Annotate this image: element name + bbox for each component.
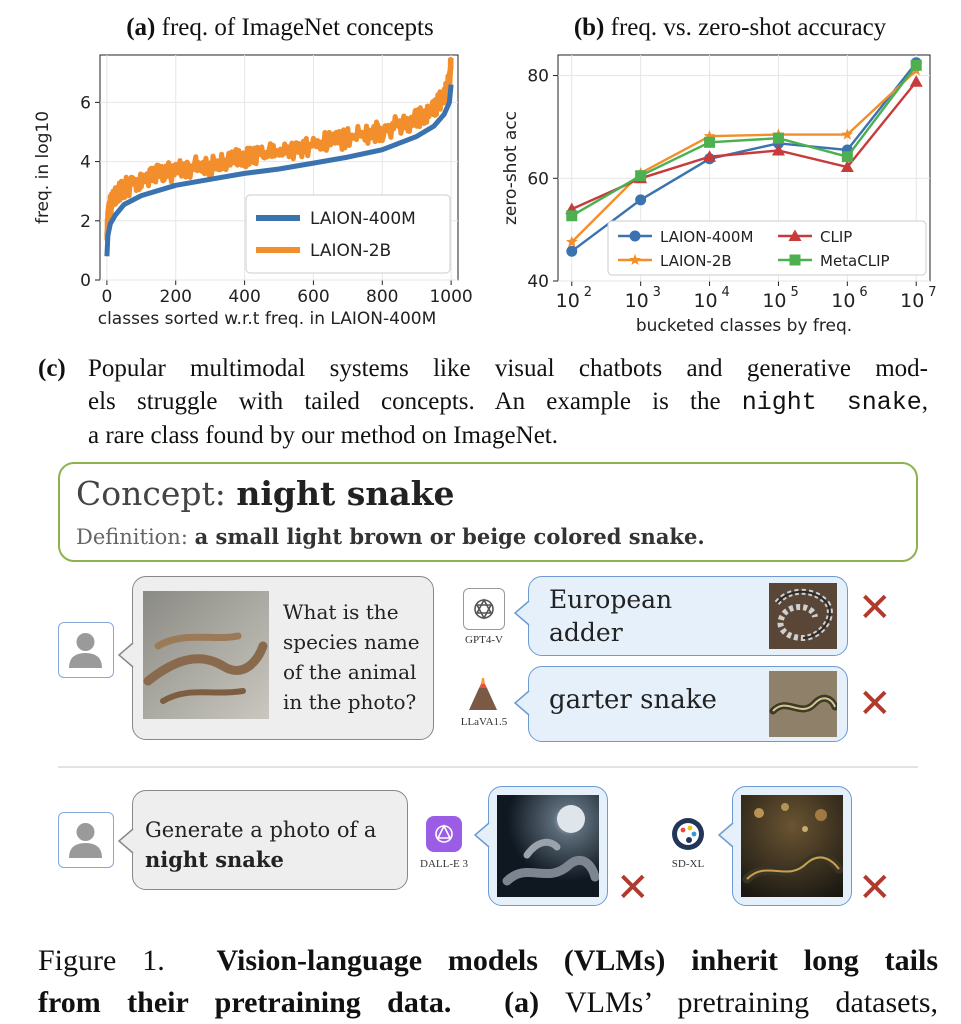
- sdxl-bubble-tail: [718, 822, 734, 848]
- section-c-line2: els struggle with tailed concepts. An example is the night snake,: [88, 388, 928, 417]
- prompt-line1: Generate a photo of a: [145, 818, 377, 842]
- llava-bubble-tail: [514, 690, 530, 716]
- gpt4v-logo-icon: [463, 588, 505, 630]
- dalle-snake-image: [497, 795, 599, 897]
- sdxl-image-bubble: [732, 786, 852, 906]
- section-c-line1: Popular multimodal systems like visual chatbots and generative mod-: [88, 355, 928, 382]
- garter-snake-photo: [769, 671, 837, 737]
- chart-a-xtick-label: 600: [297, 287, 330, 307]
- chart-b-point: [911, 60, 922, 71]
- chart-b-xtick-exp: 7: [928, 285, 937, 300]
- chart-b: [490, 45, 961, 345]
- chart-a-xtick-label: 0: [101, 287, 113, 307]
- chart-b-xtick-label: 10: [555, 290, 580, 312]
- chart-b-legend-marker: [630, 231, 641, 242]
- chart-b-xtick-label: 10: [900, 290, 925, 312]
- dalle-logo-icon: [426, 816, 462, 852]
- chart-b-xtick-label: 10: [831, 290, 856, 312]
- chart-b-xtick-label: 10: [624, 290, 649, 312]
- chart-b-xtick-exp: 3: [652, 285, 661, 300]
- sdxl-logo-icon: [670, 816, 706, 852]
- llava-label: LLaVA1.5: [460, 716, 508, 728]
- chart-b-legend-marker: [790, 255, 801, 266]
- chart-b-point: [773, 133, 784, 144]
- chart-b-ytick-label: 40: [527, 272, 549, 292]
- chart-b-point: [842, 151, 853, 162]
- sdxl-wrong-icon: ✕: [858, 865, 892, 911]
- figure-caption-line2: from their pretraining data. (a) VLMs’ pretraining datasets,: [38, 986, 939, 1019]
- chart-a-xtick-label: 1000: [429, 287, 473, 307]
- figure-caption-line1: Figure 1. Vision-language models (VLMs) inherit long tails: [38, 944, 939, 977]
- prompt-line2: night snake: [145, 847, 284, 872]
- gpt4v-answer-line1: European: [549, 585, 673, 614]
- chart-b-point: [566, 246, 577, 257]
- concept-definition: Definition: a small light brown or beige colored snake.: [76, 524, 705, 549]
- gpt4v-bubble-tail: [514, 600, 530, 626]
- chart-b-legend-label: MetaCLIP: [820, 252, 890, 270]
- llava-logo-icon: [465, 676, 501, 712]
- concept-card: [58, 462, 918, 562]
- llava-answer-bubble: [528, 666, 848, 742]
- chart-b-point: [635, 170, 646, 181]
- chart-a-ytick-label: 6: [80, 93, 91, 114]
- chart-a-legend-label: LAION-400M: [310, 209, 416, 229]
- adder-photo: [769, 583, 837, 649]
- gpt4v-label: GPT4-V: [465, 634, 503, 646]
- chart-a-legend: [246, 195, 450, 273]
- chart-b-point: [704, 137, 715, 148]
- chart-b-ylabel: zero-shot acc: [501, 110, 521, 226]
- chart-b-xtick-exp: 5: [790, 285, 799, 300]
- question-bubble: [132, 576, 434, 740]
- question-text: What is the species name of the animal in the photo?: [283, 600, 420, 714]
- chart-a-legend-box: [246, 195, 450, 273]
- gpt4v-answer-line2: adder: [549, 618, 623, 647]
- gpt4v-wrong-icon: ✕: [858, 585, 892, 631]
- dalle-wrong-icon: ✕: [616, 865, 650, 911]
- concept-title: Concept: night snake: [76, 474, 455, 513]
- chart-a-ytick-label: 2: [80, 211, 91, 232]
- gpt4v-answer-bubble: [528, 576, 848, 656]
- sdxl-label: SD-XL: [671, 858, 705, 870]
- dalle-image-bubble: [488, 786, 608, 906]
- chart-b-xtick-exp: 4: [721, 285, 730, 300]
- chart-a-xtick-label: 400: [228, 287, 261, 307]
- chart-b-point: [566, 210, 577, 221]
- sdxl-snake-image: [741, 795, 843, 897]
- chart-a-ylabel: freq. in log10: [33, 110, 53, 225]
- chart-a-xtick-label: 800: [366, 287, 399, 307]
- section-divider: [58, 766, 918, 768]
- chart-a-ytick-label: 4: [80, 152, 91, 173]
- dalle-bubble-tail: [474, 822, 490, 848]
- user-avatar-icon: [58, 622, 114, 678]
- question-bubble-tail: [118, 642, 134, 668]
- night-snake-code: night snake: [741, 388, 922, 417]
- chart-b-legend: [608, 221, 926, 275]
- llava-wrong-icon: ✕: [858, 681, 892, 727]
- chart-b-xtick-exp: 2: [583, 285, 593, 300]
- section-c-line3: a rare class found by our method on ImageNet.: [88, 422, 558, 449]
- chart-a: [0, 45, 480, 345]
- chart-a-legend-label: LAION-2B: [310, 241, 392, 261]
- question-snake-photo: [143, 591, 269, 719]
- prompt-bubble: [132, 790, 408, 890]
- chart-b-xtick-label: 10: [762, 290, 787, 312]
- chart-b-ytick-label: 80: [527, 66, 549, 87]
- chart-b-legend-label: CLIP: [820, 228, 853, 246]
- chart-a-title: (a) freq. of ImageNet concepts: [126, 14, 434, 41]
- section-c-tag: (c): [38, 355, 66, 382]
- chart-b-legend-label: LAION-400M: [660, 228, 754, 246]
- figure-caption: [38, 940, 938, 1024]
- chart-b-xtick-label: 10: [693, 290, 718, 312]
- chart-b-ytick-label: 60: [527, 169, 549, 190]
- prompt-bubble-tail: [118, 828, 134, 854]
- chart-b-point: [635, 194, 646, 205]
- chart-b-legend-label: LAION-2B: [660, 252, 732, 270]
- chart-a-xtick-label: 200: [159, 287, 192, 307]
- llava-answer-text: garter snake: [549, 685, 717, 715]
- chart-b-xtick-exp: 6: [859, 285, 868, 300]
- chart-b-title: (b) freq. vs. zero-shot accuracy: [573, 14, 887, 41]
- chart-b-xlabel: bucketed classes by freq.: [635, 316, 853, 336]
- chart-a-ytick-label: 0: [80, 271, 91, 291]
- dalle-label: DALL-E 3: [420, 858, 468, 870]
- chart-a-xlabel: classes sorted w.r.t freq. in LAION-400M: [97, 309, 437, 329]
- user-avatar-icon-2: [58, 812, 114, 868]
